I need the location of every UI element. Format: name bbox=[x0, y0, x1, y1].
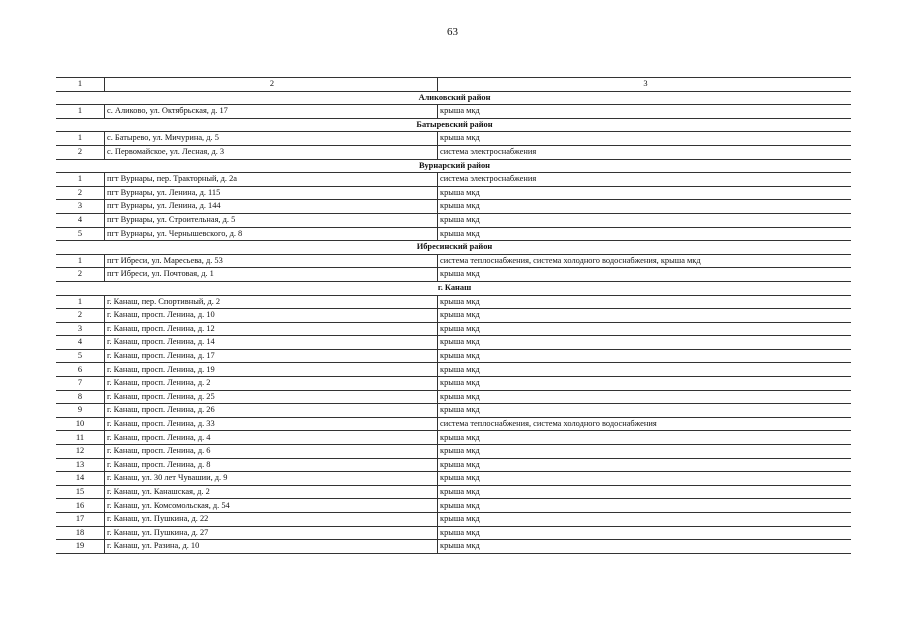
row-address: г. Канаш, просп. Ленина, д. 6 bbox=[105, 445, 438, 459]
row-number: 4 bbox=[56, 336, 105, 350]
row-address: г. Канаш, ул. Пушкина, д. 27 bbox=[105, 526, 438, 540]
row-number: 2 bbox=[56, 309, 105, 323]
table-row bbox=[56, 309, 851, 323]
row-number: 4 bbox=[56, 213, 105, 227]
row-work-type: крыша мкд bbox=[438, 349, 852, 363]
row-work-type: крыша мкд bbox=[438, 322, 852, 336]
table-row bbox=[56, 322, 851, 336]
row-number: 5 bbox=[56, 227, 105, 241]
row-work-type: крыша мкд bbox=[438, 336, 852, 350]
row-address: г. Канаш, просп. Ленина, д. 26 bbox=[105, 404, 438, 418]
row-number: 10 bbox=[56, 417, 105, 431]
page-number: 63 bbox=[447, 26, 458, 38]
row-address: г. Канаш, ул. Канашская, д. 2 bbox=[105, 485, 438, 499]
row-number: 9 bbox=[56, 404, 105, 418]
table-row bbox=[56, 390, 851, 404]
row-work-type: крыша мкд bbox=[438, 268, 852, 282]
header-col-3: 3 bbox=[438, 78, 852, 92]
table-body bbox=[56, 78, 851, 554]
section-header-row bbox=[56, 159, 851, 173]
row-address: г. Канаш, просп. Ленина, д. 12 bbox=[105, 322, 438, 336]
row-address: г. Канаш, пер. Спортивный, д. 2 bbox=[105, 295, 438, 309]
row-address: г. Канаш, просп. Ленина, д. 25 bbox=[105, 390, 438, 404]
table-row bbox=[56, 513, 851, 527]
row-address: г. Канаш, ул. Комсомольская, д. 54 bbox=[105, 499, 438, 513]
row-number: 1 bbox=[56, 132, 105, 146]
table-row bbox=[56, 417, 851, 431]
table-row bbox=[56, 540, 851, 554]
row-work-type: крыша мкд bbox=[438, 485, 852, 499]
header-col-1: 1 bbox=[56, 78, 105, 92]
section-title: Ибресинский район bbox=[56, 241, 851, 255]
table-row bbox=[56, 363, 851, 377]
row-number: 1 bbox=[56, 295, 105, 309]
row-work-type: система электроснабжения bbox=[438, 145, 852, 159]
section-header-row bbox=[56, 118, 851, 132]
table-row bbox=[56, 499, 851, 513]
row-work-type: система теплоснабжения, система холодного водоснабжения bbox=[438, 417, 852, 431]
table-header-row bbox=[56, 78, 851, 92]
table-row bbox=[56, 472, 851, 486]
table-row bbox=[56, 458, 851, 472]
row-number: 7 bbox=[56, 377, 105, 391]
table-row bbox=[56, 145, 851, 159]
row-number: 8 bbox=[56, 390, 105, 404]
row-address: с. Первомайское, ул. Лесная, д. 3 bbox=[105, 145, 438, 159]
row-address: пгт Вурнары, ул. Чернышевского, д. 8 bbox=[105, 227, 438, 241]
table-row bbox=[56, 431, 851, 445]
row-work-type: крыша мкд bbox=[438, 132, 852, 146]
row-number: 3 bbox=[56, 200, 105, 214]
row-number: 1 bbox=[56, 254, 105, 268]
row-number: 17 bbox=[56, 513, 105, 527]
table-row bbox=[56, 268, 851, 282]
table-row bbox=[56, 213, 851, 227]
row-address: с. Аликово, ул. Октябрьская, д. 17 bbox=[105, 105, 438, 119]
table-row bbox=[56, 377, 851, 391]
table-row bbox=[56, 526, 851, 540]
table-row bbox=[56, 404, 851, 418]
row-work-type: крыша мкд bbox=[438, 390, 852, 404]
table-row bbox=[56, 349, 851, 363]
row-work-type: крыша мкд bbox=[438, 499, 852, 513]
row-address: г. Канаш, просп. Ленина, д. 14 bbox=[105, 336, 438, 350]
table-row bbox=[56, 336, 851, 350]
row-number: 1 bbox=[56, 173, 105, 187]
row-address: г. Канаш, просп. Ленина, д. 8 bbox=[105, 458, 438, 472]
table-row bbox=[56, 200, 851, 214]
row-number: 19 bbox=[56, 540, 105, 554]
row-work-type: крыша мкд bbox=[438, 540, 852, 554]
row-work-type: крыша мкд bbox=[438, 213, 852, 227]
row-work-type: крыша мкд bbox=[438, 200, 852, 214]
row-work-type: крыша мкд bbox=[438, 458, 852, 472]
row-number: 16 bbox=[56, 499, 105, 513]
table-row bbox=[56, 485, 851, 499]
row-work-type: крыша мкд bbox=[438, 513, 852, 527]
row-address: г. Канаш, просп. Ленина, д. 33 bbox=[105, 417, 438, 431]
table-row bbox=[56, 295, 851, 309]
row-address: с. Батырево, ул. Мичурина, д. 5 bbox=[105, 132, 438, 146]
row-work-type: крыша мкд bbox=[438, 227, 852, 241]
section-title: Батыревский район bbox=[56, 118, 851, 132]
row-address: г. Канаш, просп. Ленина, д. 10 bbox=[105, 309, 438, 323]
row-number: 5 bbox=[56, 349, 105, 363]
row-address: пгт Вурнары, ул. Строительная, д. 5 bbox=[105, 213, 438, 227]
row-work-type: крыша мкд bbox=[438, 309, 852, 323]
row-address: пгт Вурнары, пер. Тракторный, д. 2а bbox=[105, 173, 438, 187]
row-work-type: крыша мкд bbox=[438, 445, 852, 459]
row-number: 2 bbox=[56, 145, 105, 159]
row-address: пгт Вурнары, ул. Ленина, д. 115 bbox=[105, 186, 438, 200]
section-header-row bbox=[56, 281, 851, 295]
row-address: г. Канаш, ул. Пушкина, д. 22 bbox=[105, 513, 438, 527]
row-address: г. Канаш, просп. Ленина, д. 17 bbox=[105, 349, 438, 363]
table-row bbox=[56, 105, 851, 119]
row-number: 1 bbox=[56, 105, 105, 119]
row-number: 12 bbox=[56, 445, 105, 459]
row-number: 18 bbox=[56, 526, 105, 540]
row-number: 11 bbox=[56, 431, 105, 445]
row-number: 3 bbox=[56, 322, 105, 336]
row-address: пгт Вурнары, ул. Ленина, д. 144 bbox=[105, 200, 438, 214]
header-col-2: 2 bbox=[105, 78, 438, 92]
row-address: г. Канаш, просп. Ленина, д. 2 bbox=[105, 377, 438, 391]
row-address: пгт Ибреси, ул. Почтовая, д. 1 bbox=[105, 268, 438, 282]
works-table bbox=[56, 77, 851, 554]
row-address: г. Канаш, просп. Ленина, д. 19 bbox=[105, 363, 438, 377]
row-work-type: крыша мкд bbox=[438, 186, 852, 200]
row-work-type: крыша мкд bbox=[438, 404, 852, 418]
row-work-type: система электроснабжения bbox=[438, 173, 852, 187]
row-number: 6 bbox=[56, 363, 105, 377]
table-row bbox=[56, 186, 851, 200]
table-row bbox=[56, 445, 851, 459]
table-row bbox=[56, 132, 851, 146]
row-work-type: система теплоснабжения, система холодного водоснабжения, крыша мкд bbox=[438, 254, 852, 268]
section-title: г. Канаш bbox=[56, 281, 851, 295]
row-address: г. Канаш, ул. 30 лет Чувашии, д. 9 bbox=[105, 472, 438, 486]
row-work-type: крыша мкд bbox=[438, 105, 852, 119]
row-work-type: крыша мкд bbox=[438, 377, 852, 391]
section-title: Вурнарский район bbox=[56, 159, 851, 173]
table-row bbox=[56, 227, 851, 241]
row-address: г. Канаш, ул. Разина, д. 10 bbox=[105, 540, 438, 554]
table-row bbox=[56, 173, 851, 187]
row-work-type: крыша мкд bbox=[438, 472, 852, 486]
section-title: Аликовский район bbox=[56, 91, 851, 105]
row-work-type: крыша мкд bbox=[438, 295, 852, 309]
section-header-row bbox=[56, 91, 851, 105]
row-number: 13 bbox=[56, 458, 105, 472]
row-number: 2 bbox=[56, 186, 105, 200]
section-header-row bbox=[56, 241, 851, 255]
row-work-type: крыша мкд bbox=[438, 431, 852, 445]
table-row bbox=[56, 254, 851, 268]
row-address: г. Канаш, просп. Ленина, д. 4 bbox=[105, 431, 438, 445]
row-number: 14 bbox=[56, 472, 105, 486]
row-number: 15 bbox=[56, 485, 105, 499]
row-work-type: крыша мкд bbox=[438, 363, 852, 377]
row-number: 2 bbox=[56, 268, 105, 282]
row-address: пгт Ибреси, ул. Маресьева, д. 53 bbox=[105, 254, 438, 268]
row-work-type: крыша мкд bbox=[438, 526, 852, 540]
